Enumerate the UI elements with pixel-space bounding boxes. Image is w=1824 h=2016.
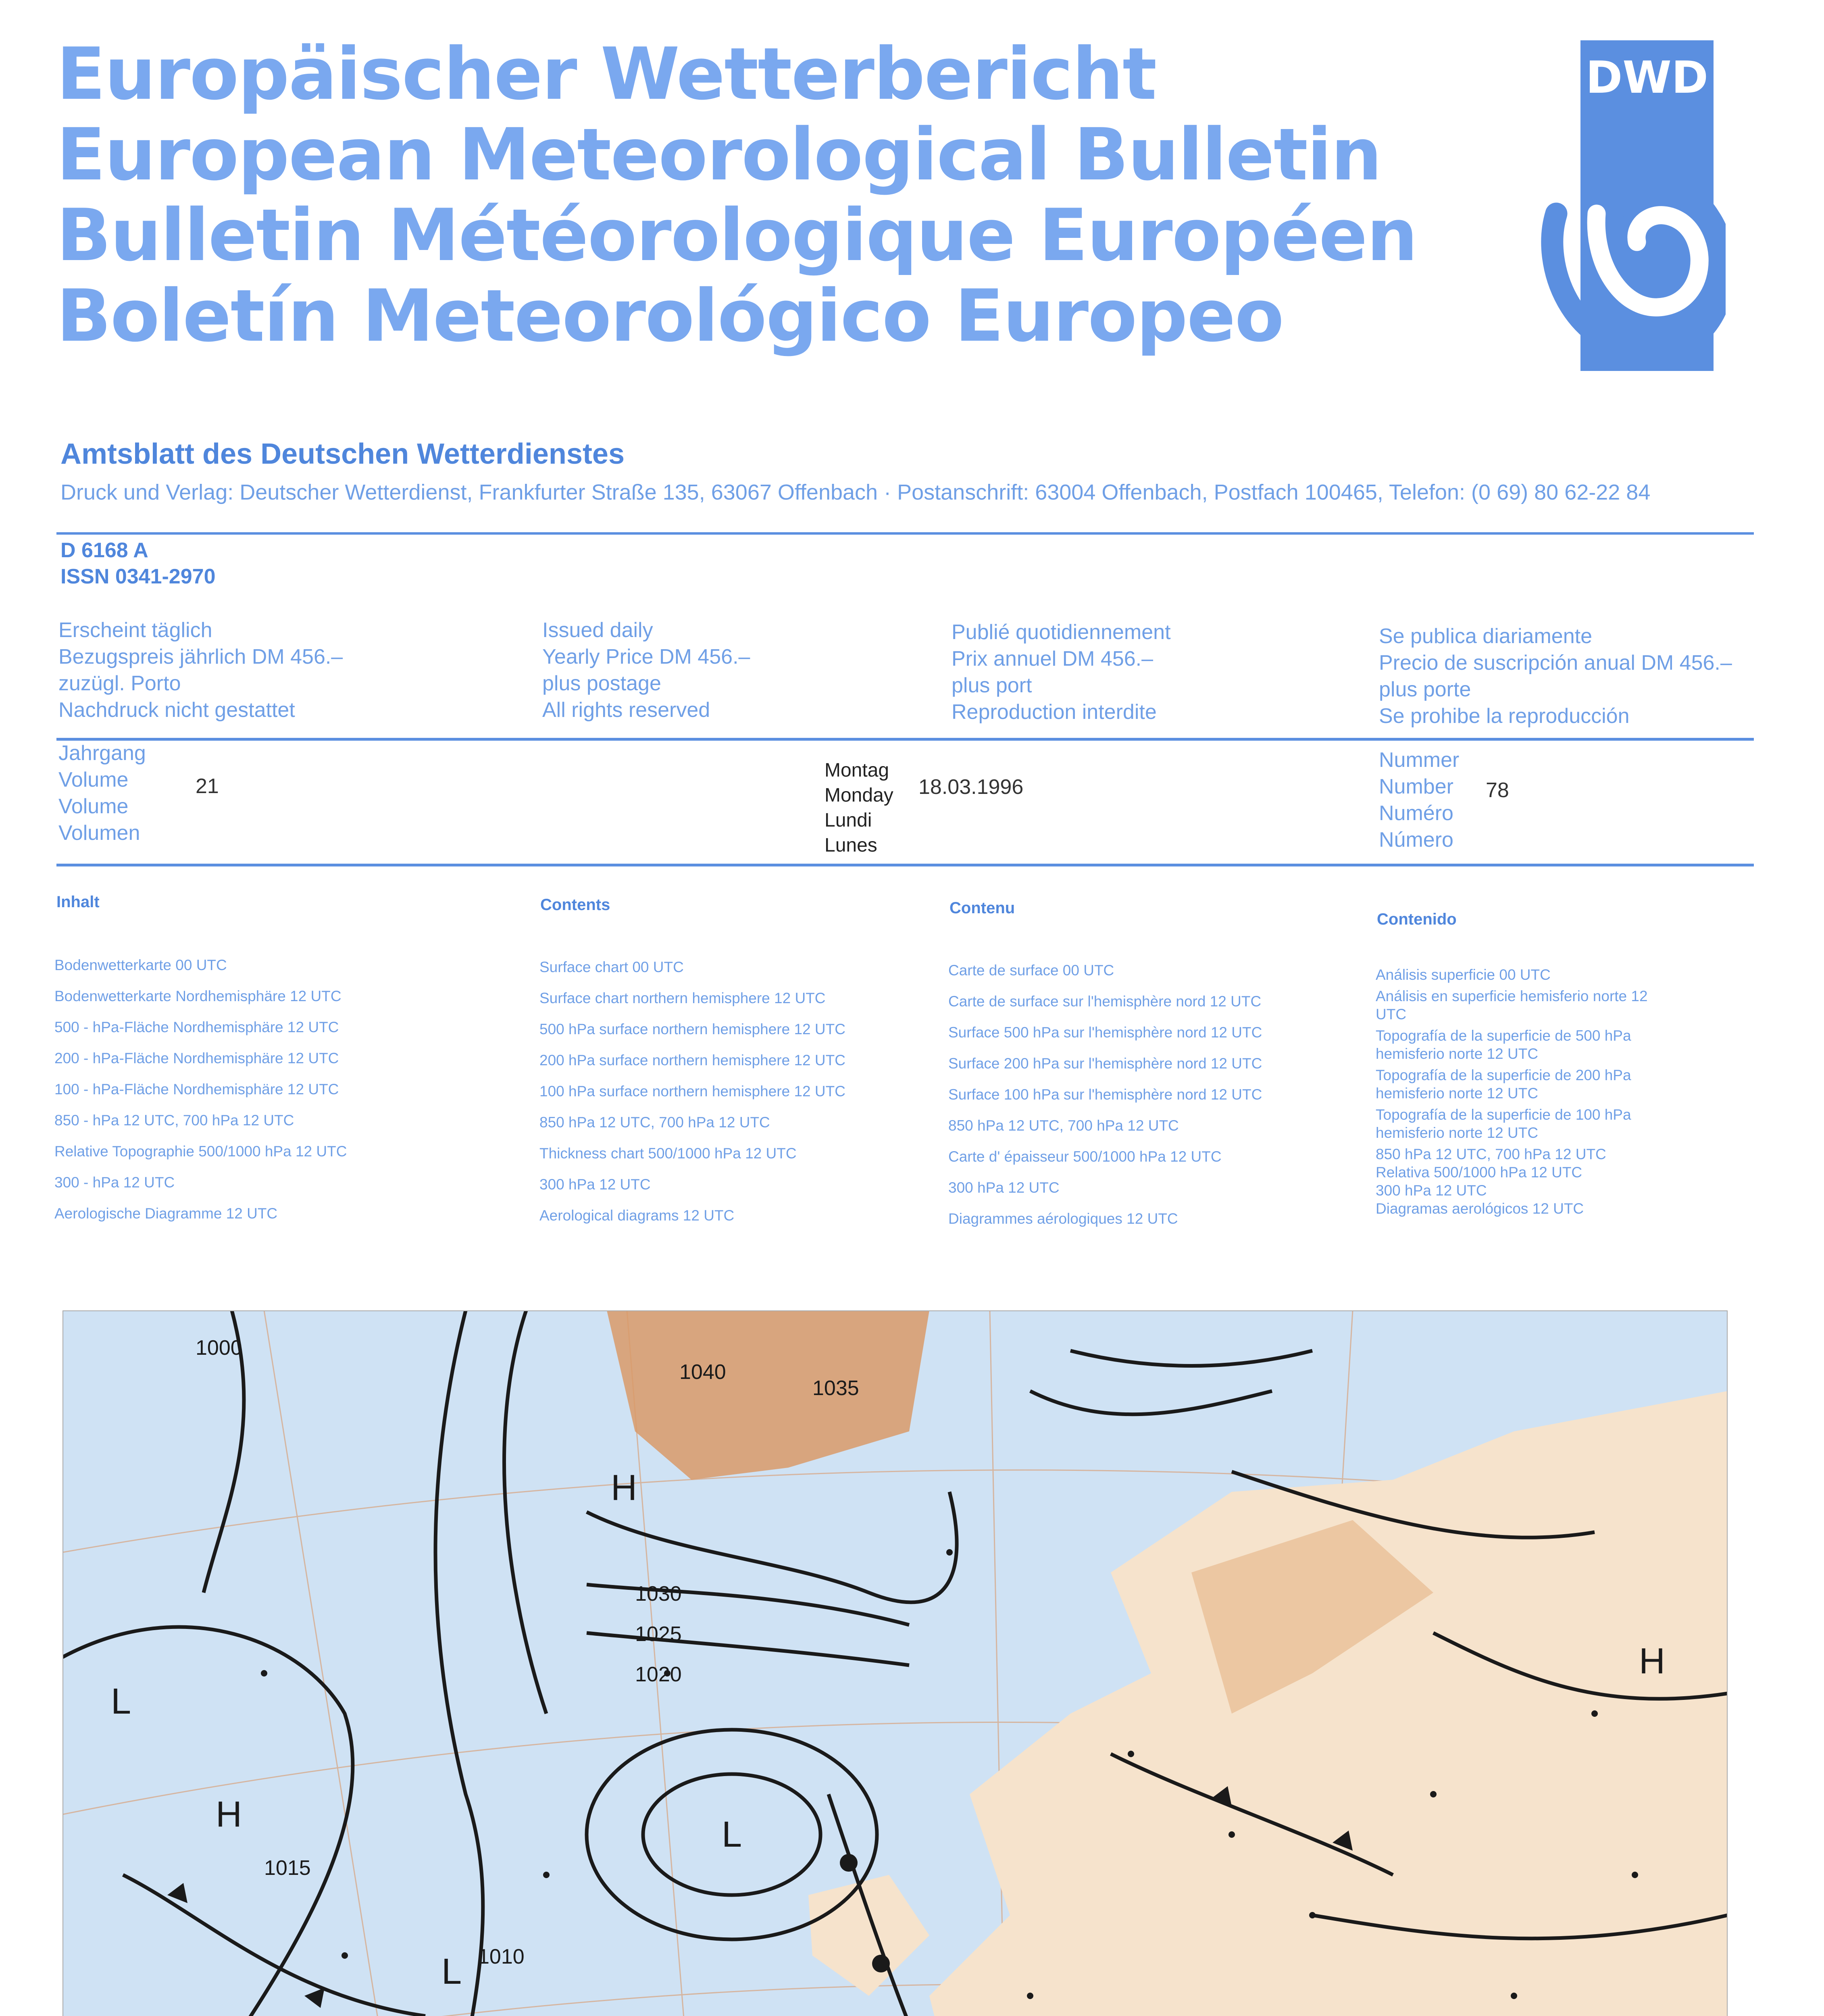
contents-item: Carte d' épaisseur 500/1000 hPa 12 UTC (948, 1148, 1222, 1165)
contents-item: 850 hPa 12 UTC, 700 hPa 12 UTC (1376, 1146, 1606, 1162)
contents-list-english (539, 952, 845, 1231)
surface-weather-map (62, 1310, 1728, 2016)
volume-labels (58, 740, 146, 846)
pricing-line: All rights reserved (542, 698, 710, 722)
contents-item: Surface chart northern hemisphere 12 UTC (539, 990, 826, 1006)
contents-heading-german: Inhalt (56, 893, 100, 911)
volume-label: Volume (58, 768, 129, 791)
contents-item: 500 - hPa-Fläche Nordhemisphäre 12 UTC (54, 1019, 339, 1035)
contents-item: 300 hPa 12 UTC (1376, 1182, 1487, 1199)
weather-map-svg (62, 1310, 1728, 2016)
high-pressure-label: H (611, 1468, 637, 1508)
isobar-label: 1020 (635, 1663, 682, 1686)
title-german: Europäischer Wetterbericht (56, 32, 1156, 116)
number-label: Número (1379, 828, 1453, 852)
contents-item: Surface 500 hPa sur l'hemisphère nord 12 UTC (948, 1024, 1262, 1041)
pricing-line: plus port (952, 674, 1032, 697)
weekday-label: Lundi (825, 810, 872, 831)
pricing-line: Nachdruck nicht gestattet (58, 698, 295, 722)
contents-list-spanish (1376, 966, 1666, 1218)
pricing-line: Se prohibe la reproducción (1379, 704, 1630, 728)
contents-item: Bodenwetterkarte 00 UTC (54, 957, 227, 973)
isobar-label: 1010 (478, 1945, 525, 1968)
contents-item: Relative Topographie 500/1000 hPa 12 UTC (54, 1143, 347, 1160)
publication-code: D 6168 A (60, 539, 148, 562)
contents-item: Diagrammes aérologiques 12 UTC (948, 1210, 1178, 1227)
isobar-label: 1030 (635, 1582, 682, 1606)
contents-item: 500 hPa surface northern hemisphere 12 UTC (539, 1021, 845, 1037)
contents-item: Thickness chart 500/1000 hPa 12 UTC (539, 1145, 797, 1162)
pricing-line: plus postage (542, 672, 661, 695)
contents-item: 200 hPa surface northern hemisphere 12 UTC (539, 1052, 845, 1068)
contents-item: 100 hPa surface northern hemisphere 12 UTC (539, 1083, 845, 1100)
contents-item: Diagramas aerológicos 12 UTC (1376, 1200, 1584, 1217)
contents-item: Surface 200 hPa sur l'hemisphère nord 12 UTC (948, 1055, 1262, 1072)
isobar-label: 1000 (196, 1336, 242, 1360)
isobar-label: 1035 (812, 1377, 859, 1400)
pricing-french (952, 619, 1171, 725)
title-spanish: Boletín Meteorológico Europeo (56, 274, 1283, 358)
low-pressure-label: L (441, 1951, 462, 1992)
pricing-line: Issued daily (542, 619, 653, 642)
publisher-heading: Amtsblatt des Deutschen Wetterdienstes (60, 438, 625, 470)
number-labels (1379, 747, 1459, 853)
contents-heading-french: Contenu (949, 899, 1015, 917)
isobar-label: 1015 (264, 1856, 311, 1880)
number-label: Number (1379, 775, 1453, 798)
issue-date: 18.03.1996 (918, 775, 1024, 799)
pricing-line: Yearly Price DM 456.– (542, 645, 750, 669)
dwd-logo (1532, 40, 1726, 375)
low-pressure-label: L (722, 1814, 742, 1855)
low-pressure-label: L (111, 1681, 131, 1722)
title-french: Bulletin Météorologique Européen (56, 194, 1417, 277)
pricing-divider (56, 738, 1754, 741)
contents-item: 200 - hPa-Fläche Nordhemisphäre 12 UTC (54, 1050, 339, 1066)
publisher-address: Druck und Verlag: Deutscher Wetterdienst, Frankfurter Straße 135, 63067 Offenbach · Postanschrift: 63004 Offenbach, Postfach 100465, Telefon: (0 69) 80 62-22 84 (60, 480, 1651, 504)
contents-item: 850 hPa 12 UTC, 700 hPa 12 UTC (948, 1117, 1179, 1134)
pricing-line: Reproduction interdite (952, 700, 1157, 724)
logo-text: DWD (1586, 52, 1708, 103)
volume-label: Jahrgang (58, 741, 146, 765)
weekday-label: Monday (825, 785, 893, 806)
contents-item: 850 - hPa 12 UTC, 700 hPa 12 UTC (54, 1112, 294, 1129)
contents-item: Análisis en superficie hemisferio norte 12 UTC (1376, 988, 1648, 1023)
issue-number: 78 (1486, 779, 1509, 802)
contents-heading-english: Contents (540, 896, 610, 914)
contents-item: 300 hPa 12 UTC (539, 1176, 651, 1193)
contents-item: 300 - hPa 12 UTC (54, 1174, 175, 1191)
contents-item: Topografía de la superficie de 200 hPa hemisferio norte 12 UTC (1376, 1067, 1631, 1102)
contents-item: Surface 100 hPa sur l'hemisphère nord 12 UTC (948, 1086, 1262, 1103)
contents-item: Surface chart 00 UTC (539, 959, 684, 975)
contents-item: Análisis superficie 00 UTC (1376, 966, 1551, 983)
pricing-line: plus porte (1379, 678, 1471, 701)
contents-item: Carte de surface 00 UTC (948, 962, 1114, 979)
contents-item: 300 hPa 12 UTC (948, 1179, 1060, 1196)
contents-item: Aerological diagrams 12 UTC (539, 1207, 735, 1224)
title-english: European Meteorological Bulletin (56, 113, 1381, 196)
pricing-line: Prix annuel DM 456.– (952, 647, 1154, 671)
high-pressure-label: H (1639, 1641, 1665, 1681)
pricing-spanish (1379, 623, 1732, 729)
pricing-german (58, 617, 343, 723)
volume-label: Volumen (58, 821, 140, 845)
pricing-line: Precio de suscripción anual DM 456.– (1379, 651, 1732, 675)
contents-item: Relativa 500/1000 hPa 12 UTC (1376, 1164, 1582, 1181)
high-pressure-label: H (216, 1794, 242, 1835)
header-divider (56, 532, 1754, 535)
contents-item: Aerologische Diagramme 12 UTC (54, 1205, 278, 1222)
pricing-line: Bezugspreis jährlich DM 456.– (58, 645, 343, 669)
contents-item: 100 - hPa-Fläche Nordhemisphäre 12 UTC (54, 1081, 339, 1098)
weekday-label: Montag (825, 760, 889, 781)
volume-label: Volume (58, 795, 129, 818)
contents-list-french (948, 955, 1262, 1234)
issn-number: ISSN 0341-2970 (60, 565, 216, 588)
pricing-line: Publié quotidiennement (952, 621, 1171, 644)
contents-item: Carte de surface sur l'hemisphère nord 12 UTC (948, 993, 1262, 1010)
contents-list-german (54, 950, 347, 1229)
pricing-line: Erscheint täglich (58, 619, 212, 642)
weekday-names (825, 758, 893, 858)
isobar-label: 1040 (679, 1360, 726, 1384)
contents-item: Bodenwetterkarte Nordhemisphäre 12 UTC (54, 988, 341, 1004)
pricing-line: Se publica diariamente (1379, 625, 1592, 648)
number-label: Numéro (1379, 802, 1453, 825)
contents-heading-spanish: Contenido (1377, 910, 1457, 928)
contents-item: Topografía de la superficie de 100 hPa hemisferio norte 12 UTC (1376, 1106, 1631, 1141)
number-label: Nummer (1379, 748, 1460, 772)
weekday-label: Lunes (825, 835, 877, 856)
isobar-label: 1025 (635, 1622, 682, 1646)
pricing-english (542, 617, 750, 723)
spiral-logo-icon (1532, 40, 1726, 375)
contents-item: Topografía de la superficie de 500 hPa hemisferio norte 12 UTC (1376, 1027, 1631, 1062)
contents-divider (56, 864, 1754, 866)
volume-value: 21 (196, 775, 219, 798)
pricing-line: zuzügl. Porto (58, 672, 181, 695)
contents-item: 850 hPa 12 UTC, 700 hPa 12 UTC (539, 1114, 770, 1131)
